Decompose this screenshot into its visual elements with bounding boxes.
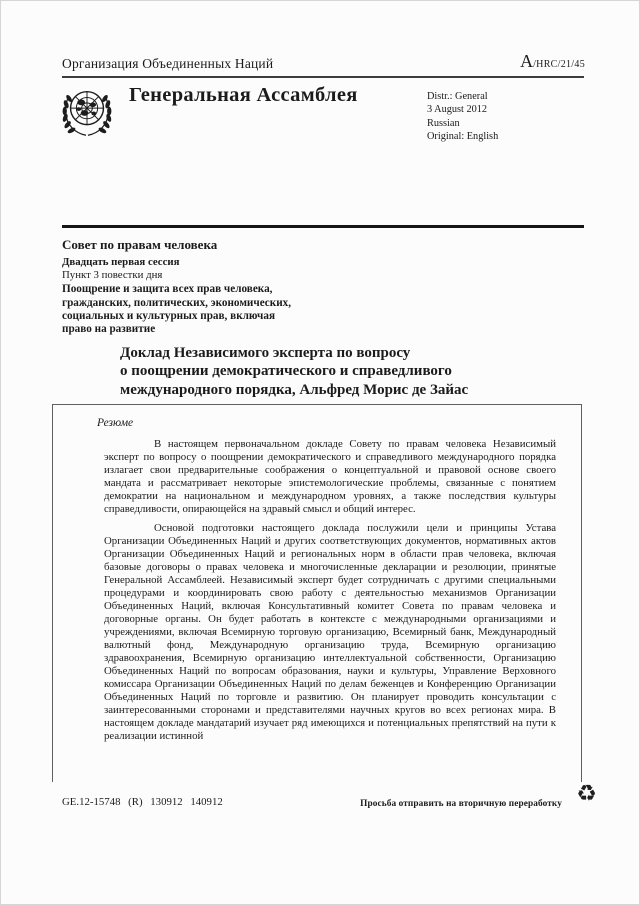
distr-line: Distr.: General — [427, 91, 488, 102]
recycle-icon: ♻ — [576, 781, 597, 807]
summary-paragraph: В настоящем первоначальном докладе Совету по правам человека Независимый эксперт по вопросу о поощрении демократического и справедливого международного порядка излагает свои предварительные соображения о концептуальной и правовой основе своего мандата и рассматривает некоторые эпистемологические проблемы, связанные с понятием демократии на национальном и международном уровнях, а также последствия культуры справедливости, опирающейся на здравый смысл и общий интерес. — [104, 438, 556, 515]
summary-label: Резюме — [97, 417, 134, 429]
summary-box — [52, 404, 582, 782]
un-emblem-icon — [56, 83, 118, 143]
agenda-title-line: право на развитие — [62, 323, 156, 336]
agenda-title-line: социальных и культурных прав, включая — [62, 310, 275, 322]
agenda-item: Пункт 3 повестки дня — [62, 268, 163, 281]
header-divider-thick — [62, 225, 584, 228]
assembly-title: Генеральная Ассамблея — [129, 84, 358, 106]
language-line: Russian — [427, 117, 460, 129]
un-org-name: Организация Объединенных Наций — [62, 56, 274, 71]
report-title-line: о поощрении демократического и справедливого — [120, 363, 452, 380]
session-block — [62, 237, 291, 337]
session-number: Двадцать первая сессия — [62, 256, 180, 268]
report-title-line: международного порядка, Альфред Морис де Зайас — [120, 381, 469, 398]
distribution-block — [427, 90, 498, 144]
summary-paragraph: Основой подготовки настоящего доклада послужили цели и принципы Устава Организации Объединенных Наций и других соответствующих документов, нормативных актов Организации Объединенных Наций и региональных норм в области прав человека, включая базовые договоры о правах человека и многочисленные декларации и резолюции, принятые Генеральной Ассамблеей. Независимый эксперт будет сотрудничать с другими специальными процедурами и координировать свою работу с деятельностью механизмов Организации Объединенных Наций, включая Консультативный комитет Совета по правам человека и договорные органы. Он будет работать в контексте с международными организациями и учреждениями, включая Всемирную торговую организацию, Всемирный банк, Международный валютный фонд, Международную организацию труда, Всемирную организацию здравоохранения, Всемирную организацию интеллектуальной собственности, Организацию Объединенных Наций по вопросам образования, науки и культуры, Управление Верховного комиссара Организации Объединенных Наций по делам беженцев и Конференцию Организации Объединенных Наций по торговле и развитию. Он планирует проводить консультации с заинтересованными сторонами и представителями научных кругов во всех регионах мира. В настоящем докладе мандатарий изучает ряд имеющихся и потенциальных препятствий на пути к реализации истинной — [104, 522, 556, 742]
original-language-line: Original: English — [427, 131, 499, 143]
document-symbol-series: A — [520, 51, 534, 71]
document-symbol — [520, 51, 585, 72]
council-name: Совет по правам человека — [62, 237, 218, 252]
report-title-line: Доклад Независимого эксперта по вопросу — [120, 345, 411, 361]
header-divider-thin — [62, 76, 584, 78]
agenda-title-line: Поощрение и защита всех прав человека, — [62, 283, 273, 296]
date-line: 3 August 2012 — [427, 104, 488, 116]
agenda-title-line: гражданских, политических, экономических, — [62, 296, 292, 309]
recycle-note: Просьба отправить на вторичную переработку — [360, 799, 562, 809]
document-reference: GE.12-15748 (R) 130912 140912 — [62, 796, 223, 808]
report-title — [120, 344, 468, 399]
document-symbol-number: /HRC/21/45 — [533, 59, 585, 70]
